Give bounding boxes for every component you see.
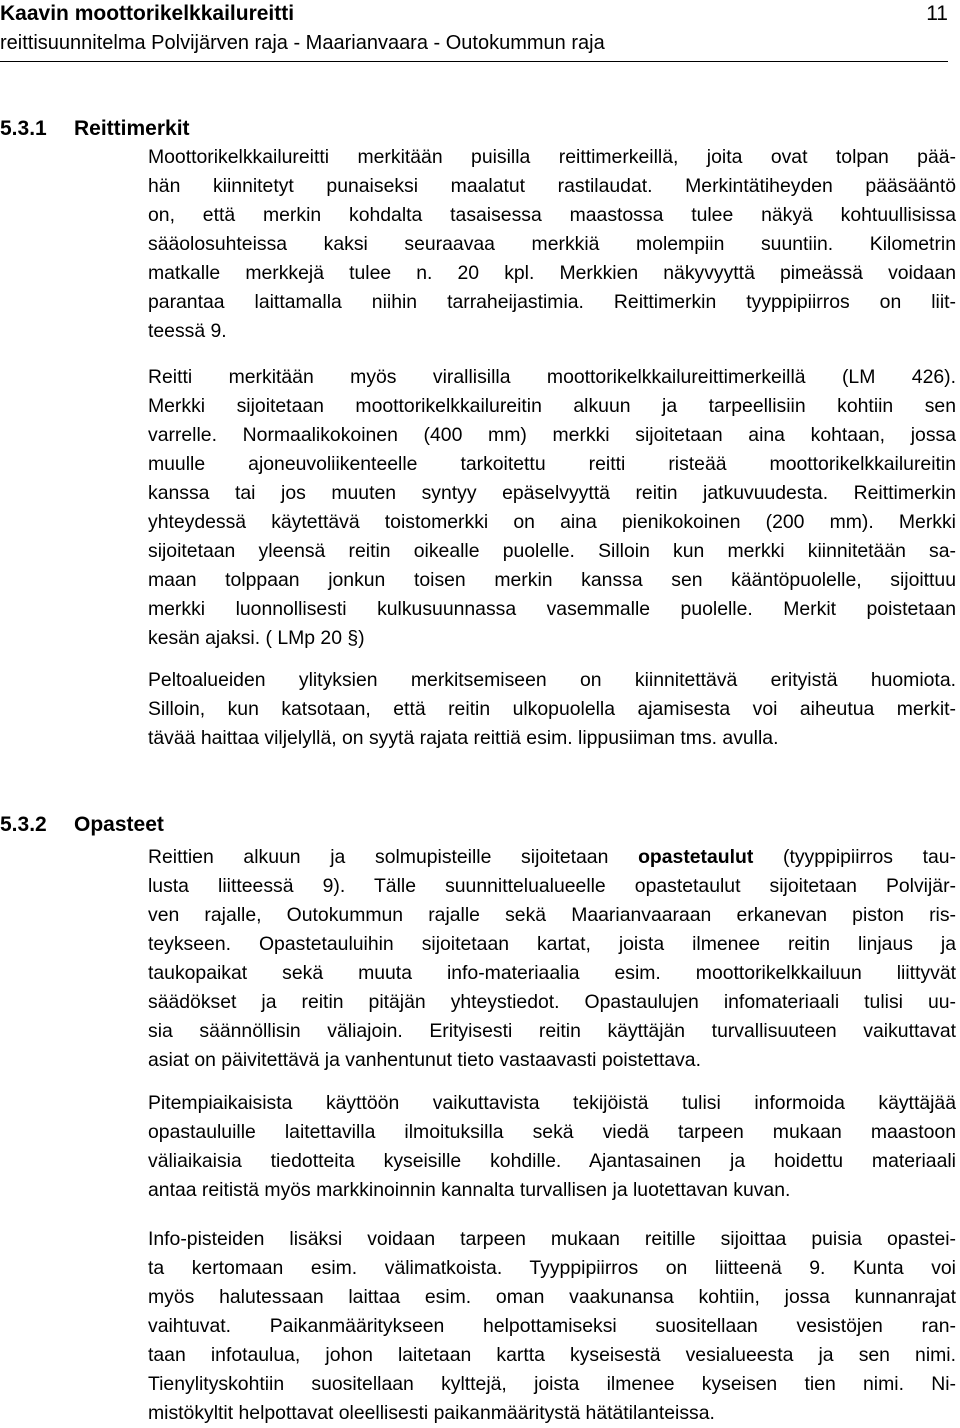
text-line: ven rajalle, Outokummun rajalle sekä Maarianvaaraan erkanevan piston ris- <box>148 904 956 926</box>
text-line: maan tolppaan jonkun toisen merkin kanssa sen kääntöpuolelle, sijoittuu <box>148 569 956 591</box>
text-line: parantaa laittamalla niihin tarraheijastimia. Reittimerkin tyyppipiirros on liit- <box>148 291 956 313</box>
section-heading-reittimerkit <box>0 116 190 142</box>
section-number: 5.3.1 <box>0 117 47 140</box>
text-line: myös halutessaan laittaa esim. oman vaakunansa kohtiin, jossa kunnanrajat <box>148 1286 956 1308</box>
header-divider <box>0 61 948 62</box>
section-heading-opasteet <box>0 812 164 838</box>
text-line: Info-pisteiden lisäksi voidaan tarpeen mukaan reitille sijoittaa puisia opastei- <box>148 1228 956 1250</box>
text-line: opastauluille laitettavilla ilmoituksilla sekä viedä tarpeen mukaan maastoon <box>148 1121 956 1143</box>
text-line: Merkki sijoitetaan moottorikelkkailureitin alkuun ja tarpeellisiin kohtiin sen <box>148 395 956 417</box>
text-line: väliaikaisia tiedotteita kyseisille kohdille. Ajantasainen ja hoidettu materiaali <box>148 1150 956 1172</box>
text-line: sijoitetaan yleensä reitin oikealle puolelle. Silloin kun merkki kiinnitetään sa- <box>148 540 956 562</box>
text-line: teykseen. Opastetauluihin sijoitetaan kartat, joista ilmenee reitin linjaus ja <box>148 933 956 955</box>
text-line: tävää haittaa viljelyllä, on syytä rajata reittiä esim. lippusiiman tms. avulla. <box>148 727 779 749</box>
paragraph-opasteet-1 <box>148 843 956 1075</box>
text-line: lusta liitteessä 9). Tälle suunnittelualueelle opastetaulut sijoitetaan Polvijär- <box>148 875 956 897</box>
section-title: Opasteet <box>74 813 164 836</box>
paragraph-reittimerkit-1 <box>148 143 956 346</box>
text-line: säädökset ja reitin pitäjän yhteystiedot. Opastaulujen infomateriaali tulisi uu- <box>148 991 956 1013</box>
text-line: mistökyltit helpottavat oleellisesti paikanmääritystä hätätilanteissa. <box>148 1402 715 1424</box>
text-line: on, että merkin kohdalta tasaisessa maastossa tulee näkyä kohtuullisissa <box>148 204 956 226</box>
text-line: Moottorikelkkailureitti merkitään puisilla reittimerkeillä, joita ovat tolpan pää- <box>148 146 956 168</box>
text-line: Silloin, kun katsotaan, että reitin ulkopuolella ajamisesta voi aiheutua merkit- <box>148 698 956 720</box>
section-number: 5.3.2 <box>0 813 47 836</box>
paragraph-reittimerkit-3 <box>148 666 956 753</box>
text-line: taukopaikat sekä muuta info-materiaalia esim. moottorikelkkailuun liittyvät <box>148 962 956 984</box>
text-line: hän kiinnitetyt punaiseksi maalatut rastilaudat. Merkintätiheyden pääsääntö <box>148 175 956 197</box>
text-line: muulle ajoneuvoliikenteelle tarkoitettu reitti risteää moottorikelkkailureitin <box>148 453 956 475</box>
text-line: antaa reitistä myös markkinoinnin kannalta turvallisen ja luotettavan kuvan. <box>148 1179 791 1201</box>
document-title: Kaavin moottorikelkkailureitti <box>0 2 295 25</box>
text-line: vaihtuvat. Paikanmääritykseen helpottamiseksi suositellaan vesistöjen ran- <box>148 1315 956 1337</box>
document-subtitle: reittisuunnitelma Polvijärven raja - Maarianvaara - Outokummun raja <box>0 32 605 54</box>
text-line: teessä 9. <box>148 320 227 342</box>
text-line: kanssa tai jos muuten syntyy epäselvyyttä reitin jatkuvuudesta. Reittimerkin <box>148 482 956 504</box>
text-line: Pitempiaikaisista käyttöön vaikuttavista tekijöistä tulisi informoida käyttäjää <box>148 1092 956 1114</box>
text-line: Peltoalueiden ylityksien merkitsemiseen on kiinnitettävä erityistä huomiota. <box>148 669 956 691</box>
text-segment: (tyyppipiirros tau- <box>753 846 957 868</box>
text-line: Tienylityskohtiin suositellaan kylttejä, joista ilmenee kyseisen tien nimi. Ni- <box>148 1373 956 1395</box>
text-line: asiat on päivitettävä ja vanhentunut tieto vastaavasti poistettava. <box>148 1049 701 1071</box>
text-line: sia säännöllisin väliajoin. Erityisesti reitin käyttäjän turvallisuuteen vaikuttavat <box>148 1020 956 1042</box>
text-line: varrelle. Normaalikokoinen (400 mm) merkki sijoitetaan aina kohtaan, jossa <box>148 424 956 446</box>
text-line: Reitti merkitään myös virallisilla moottorikelkkailureittimerkeillä (LM 426). <box>148 366 956 388</box>
text-segment: Reittien alkuun ja solmupisteille sijoitetaan <box>148 846 639 868</box>
page-number: 11 <box>926 2 948 25</box>
text-line: yhteydessä käytettävä toistomerkki on aina pienikokoinen (200 mm). Merkki <box>148 511 956 533</box>
text-line <box>148 843 956 872</box>
text-line: ta kertomaan esim. välimatkoista. Tyyppipiirros on liitteenä 9. Kunta voi <box>148 1257 956 1279</box>
text-line: sääolosuhteissa kaksi seuraavaa merkkiä molempiin suuntiin. Kilometrin <box>148 233 956 255</box>
text-line: merkki luonnollisesti kulkusuunnassa vasemmalle puolelle. Merkit poistetaan <box>148 598 956 620</box>
section-title: Reittimerkit <box>74 117 190 140</box>
text-line: taan infotaulua, johon laitetaan kartta kyseisestä vesialueesta ja sen nimi. <box>148 1344 956 1366</box>
paragraph-opasteet-3 <box>148 1225 956 1428</box>
bold-term-opastetaulut: opastetaulut <box>638 846 754 868</box>
paragraph-opasteet-2 <box>148 1089 956 1205</box>
text-line: matkalle merkkejä tulee n. 20 kpl. Merkkien näkyvyyttä pimeässä voidaan <box>148 262 956 284</box>
paragraph-reittimerkit-2 <box>148 363 956 653</box>
text-line: kesän ajaksi. ( LMp 20 §) <box>148 627 365 649</box>
